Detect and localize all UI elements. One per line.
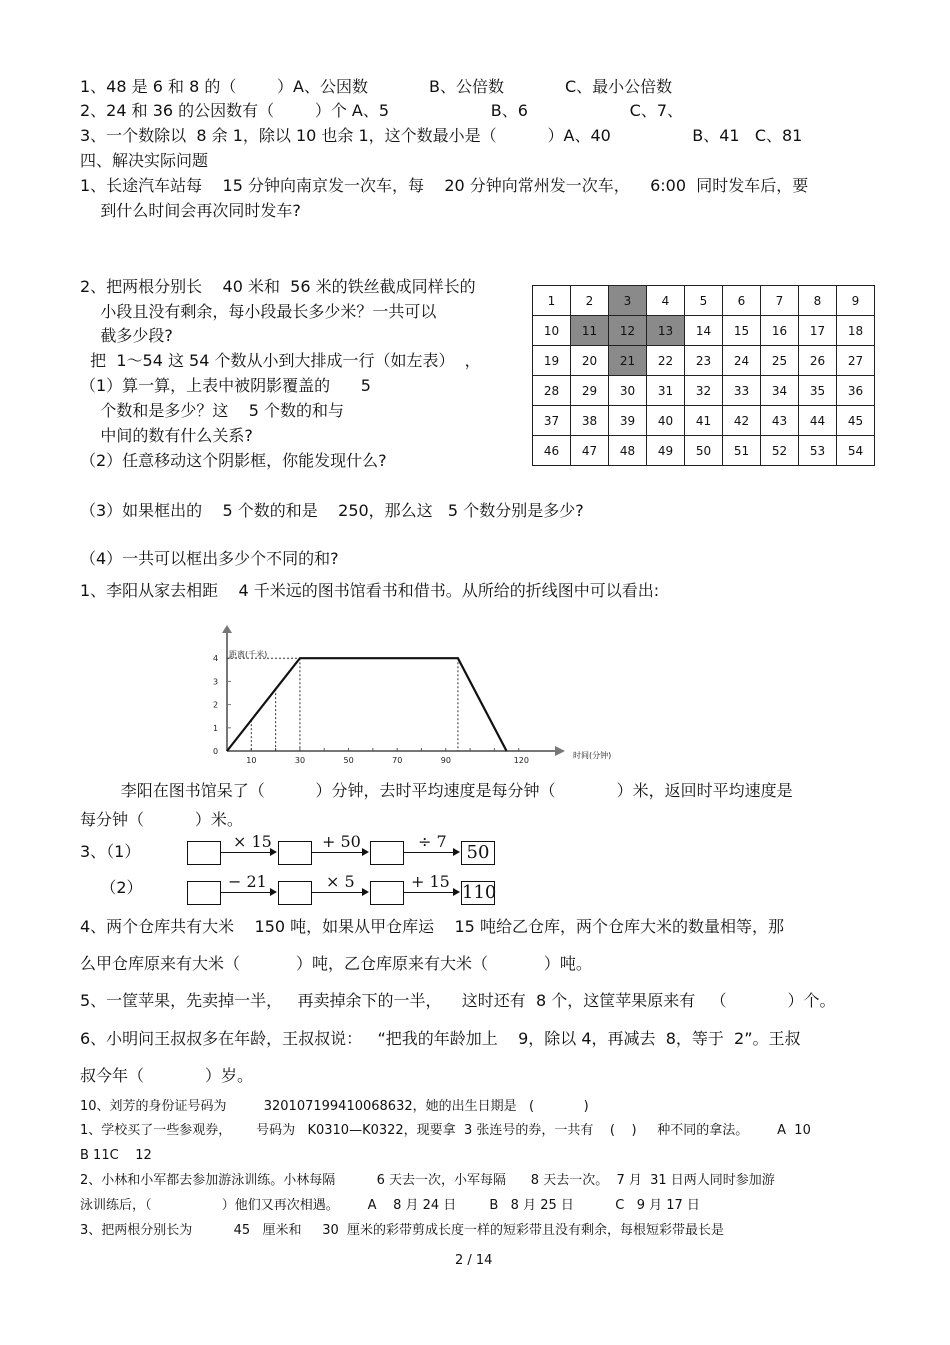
problem-tickets-line1: 1、学校买了一些参观券， 号码为 K0310—K0322，现要拿 3 张连号的券，一共有 ( ) 种不同的拿法。 A 10: [80, 1123, 811, 1138]
grid-cell: 38: [571, 406, 609, 436]
problem-tickets-line2: B 11C 12: [80, 1148, 152, 1163]
question-remainder: 3、一个数除以 8 余 1，除以 10 也余 1，这个数最小是（ ）A、40 B、41 C、81: [80, 126, 803, 145]
grid-cell: 4: [647, 286, 685, 316]
grid-cell: 39: [609, 406, 647, 436]
flow-input-box[interactable]: [370, 841, 404, 865]
grid-cell: 46: [533, 436, 571, 466]
grid-cell: 52: [761, 436, 799, 466]
flow-input-box[interactable]: [278, 881, 312, 905]
grid-cell: 42: [723, 406, 761, 436]
grid-cell: 30: [609, 376, 647, 406]
grid-cell: 16: [761, 316, 799, 346]
grid-cell: 36: [837, 376, 875, 406]
flow-arrow: [404, 892, 458, 893]
problem-warehouse-line1: 4、两个仓库共有大米 150 吨，如果从甲仓库运 15 吨给乙仓库，两个仓库大米的数量相等，那: [80, 917, 784, 936]
problem-bus-line2: 到什么时间会再次同时发车?: [80, 201, 301, 220]
library-answer-line2: 每分钟（ ）米。: [80, 810, 243, 829]
grid-cell: 1: [533, 286, 571, 316]
grid-cell: 20: [571, 346, 609, 376]
flow-arrow: [312, 892, 367, 893]
grid-cell: 43: [761, 406, 799, 436]
flow-result-box: 110: [462, 882, 497, 903]
grid-cell: 8: [799, 286, 837, 316]
question-common-multiple: 1、48 是 6 和 8 的（ ）A、公因数 B、公倍数 C、最小公倍数: [80, 77, 673, 96]
grid-cell: 18: [837, 316, 875, 346]
problem-warehouse-line2: 么甲仓库原来有大米（ ）吨，乙仓库原来有大米（ ）吨。: [80, 954, 592, 973]
grid-cell: 11: [571, 316, 609, 346]
flow-arrow: [221, 852, 275, 853]
section-heading: 四、解决实际问题: [80, 151, 209, 170]
grid-cell: 19: [533, 346, 571, 376]
flow-label-1: 3、（1）: [80, 842, 141, 861]
problem-age-line2: 叔今年（ ）岁。: [80, 1066, 254, 1085]
problem-age-line1: 6、小明问王叔叔多在年龄，王叔叔说： “把我的年龄加上 9，除以 4，再减去 8，等于 2”。王叔: [80, 1029, 801, 1048]
y-tick-label: 1: [213, 723, 219, 733]
number-grid: [532, 285, 875, 466]
problem-wire-line3: 截多少段?: [80, 326, 173, 345]
grid-cell: 10: [533, 316, 571, 346]
x-tick-label: 70: [392, 756, 403, 765]
grid-cell: 45: [837, 406, 875, 436]
y-tick-label: 0: [213, 747, 219, 756]
problem-grid-q2: （2）任意移动这个阴影框，你能发现什么?: [80, 451, 387, 470]
grid-cell: 15: [723, 316, 761, 346]
grid-cell: 47: [571, 436, 609, 466]
grid-cell: 44: [799, 406, 837, 436]
grid-cell: 35: [799, 376, 837, 406]
page-number: 2 / 14: [455, 1253, 493, 1268]
grid-cell: 23: [685, 346, 723, 376]
grid-row: [533, 346, 875, 376]
problem-library: 1、李阳从家去相距 4 千米远的图书馆看书和借书。从所给的折线图中可以看出:: [80, 581, 660, 600]
question-common-factors: 2、24 和 36 的公因数有（ ）个 A、5 B、6 C、7、: [80, 101, 684, 120]
flow-arrow: [312, 852, 367, 853]
grid-cell: 48: [609, 436, 647, 466]
grid-cell: 31: [647, 376, 685, 406]
grid-cell: 28: [533, 376, 571, 406]
problem-swim-line2: 泳训练后，（ ）他们又再次相遇。 A 8 月 24 日 B 8 月 25 日 C 9 月 17 日: [80, 1198, 700, 1213]
flow-result-box: 50: [461, 841, 495, 865]
x-tick-label: 10: [246, 756, 257, 765]
flow-input-box[interactable]: [278, 841, 312, 865]
problem-id-card: 10、刘芳的身份证号码为 320107199410068632，她的出生日期是 ( ): [80, 1099, 589, 1114]
problem-grid-q4: （4）一共可以框出多少个不同的和?: [80, 549, 339, 568]
grid-row: [533, 406, 875, 436]
series-line: [227, 658, 507, 751]
problem-wire-line1: 2、把两根分别长 40 米和 56 米的铁丝截成同样长的: [80, 277, 476, 296]
grid-cell: 24: [723, 346, 761, 376]
grid-cell: 37: [533, 406, 571, 436]
grid-cell: 25: [761, 346, 799, 376]
flow-input-box[interactable]: [370, 881, 404, 905]
problem-ribbon: 3、把两根分别长为 45 厘米和 30 厘米的彩带剪成长度一样的短彩带且没有剩余，每根短彩带最长是: [80, 1223, 725, 1238]
flow-op: + 50: [322, 832, 361, 851]
x-axis-arrow: [555, 746, 565, 756]
problem-apples: 5、一筐苹果，先卖掉一半， 再卖掉余下的一半， 这时还有 8 个，这筐苹果原来有 （ ）个。: [80, 991, 836, 1010]
x-tick-label: 90: [440, 756, 451, 765]
x-tick-label: 30: [294, 756, 306, 765]
grid-cell: 12: [609, 316, 647, 346]
flow-op: + 15: [411, 872, 450, 891]
flow-input-box[interactable]: [187, 841, 221, 865]
x-tick-label: 50: [343, 756, 354, 765]
flow-op: × 5: [326, 872, 355, 891]
flow-op: × 15: [233, 832, 272, 851]
grid-cell: 27: [837, 346, 875, 376]
library-answer-line1: 李阳在图书馆呆了（ ）分钟，去时平均速度是每分钟（ ）米，返回时平均速度是: [80, 781, 793, 800]
y-tick-label: 3: [213, 677, 219, 687]
x-axis-label: 时间(分钟): [573, 751, 612, 760]
grid-cell: 32: [685, 376, 723, 406]
flow-input-box[interactable]: [187, 881, 221, 905]
grid-cell: 34: [761, 376, 799, 406]
problem-grid-q1: （1）算一算，上表中被阴影覆盖的 5: [80, 376, 371, 395]
y-tick-label: 2: [213, 700, 219, 710]
grid-cell: 53: [799, 436, 837, 466]
problem-grid-q1-line3: 中间的数有什么关系?: [80, 426, 253, 445]
flow-arrow: [404, 852, 458, 853]
grid-cell: 26: [799, 346, 837, 376]
grid-row: [533, 316, 875, 346]
grid-row: [533, 376, 875, 406]
grid-cell: 3: [609, 286, 647, 316]
grid-cell: 2: [571, 286, 609, 316]
grid-cell: 17: [799, 316, 837, 346]
flow-op: ÷ 7: [418, 832, 447, 851]
problem-grid-q1-line2: 个数和是多少？这 5 个数的和与: [80, 401, 344, 420]
grid-cell: 6: [723, 286, 761, 316]
y-axis-arrow: [222, 625, 232, 633]
grid-cell: 9: [837, 286, 875, 316]
problem-grid-q3: （3）如果框出的 5 个数的和是 250，那么这 5 个数分别是多少?: [80, 501, 584, 520]
grid-cell: 14: [685, 316, 723, 346]
problem-bus-line1: 1、长途汽车站每 15 分钟向南京发一次车，每 20 分钟向常州发一次车， 6:00 同时发车后，要: [80, 176, 809, 195]
grid-cell: 54: [837, 436, 875, 466]
flow-op: − 21: [228, 872, 267, 891]
grid-cell: 33: [723, 376, 761, 406]
problem-wire-line2: 小段且没有剩余，每小段最长多少米？一共可以: [80, 302, 437, 321]
grid-row: [533, 436, 875, 466]
flow-label-2: （2）: [80, 878, 143, 897]
x-tick-label: 120: [513, 756, 529, 765]
problem-swim-line1: 2、小林和小军都去参加游泳训练。小林每隔 6 天去一次，小军每隔 8 天去一次。 7 月 31 日两人同时参加游: [80, 1173, 775, 1188]
grid-cell: 50: [685, 436, 723, 466]
y-tick-label: 4: [213, 654, 219, 664]
grid-cell: 41: [685, 406, 723, 436]
grid-cell: 29: [571, 376, 609, 406]
grid-cell: 49: [647, 436, 685, 466]
grid-row: [533, 286, 875, 316]
grid-cell: 13: [647, 316, 685, 346]
grid-cell: 40: [647, 406, 685, 436]
grid-cell: 21: [609, 346, 647, 376]
grid-cell: 5: [685, 286, 723, 316]
problem-grid-intro: 把 1～54 这 54 个数从小到大排成一行（如左表） ，: [80, 351, 481, 370]
grid-cell: 22: [647, 346, 685, 376]
distance-time-chart: [190, 615, 630, 765]
grid-cell: 7: [761, 286, 799, 316]
flow-arrow: [221, 892, 275, 893]
y-axis-label: 距离(千米): [229, 650, 268, 659]
grid-cell: 51: [723, 436, 761, 466]
